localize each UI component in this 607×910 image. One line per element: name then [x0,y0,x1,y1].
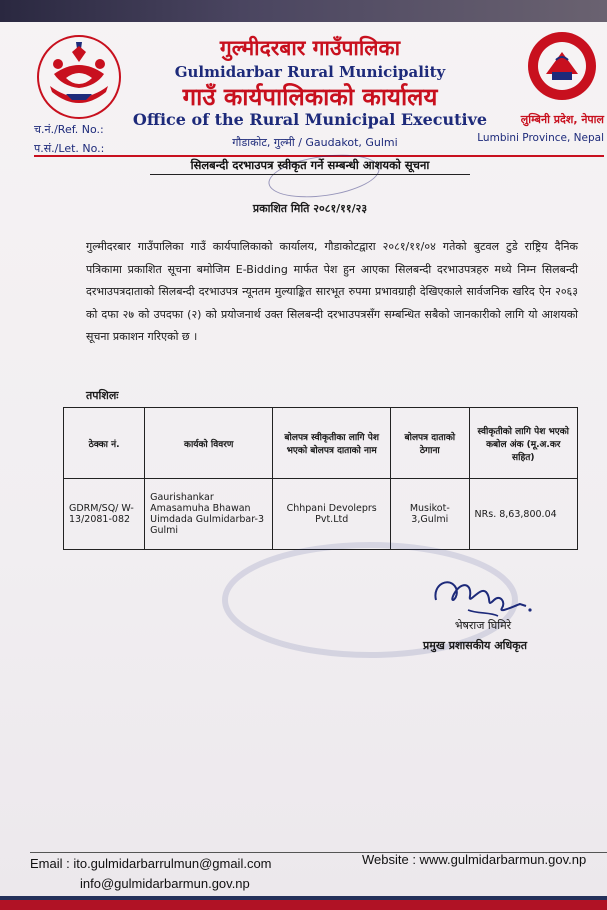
top-edge [0,0,607,22]
municipality-title-english: Gulmidarbar Rural Municipality [174,63,446,81]
footer-email-primary: Email : ito.gulmidarbarrulmun@gmail.com [30,856,272,871]
footer-website: Website : www.gulmidarbarmun.gov.np [362,852,587,867]
notice-subject: सिलबन्दी दरभाउपत्र स्वीकृत गर्ने सम्बन्धी आशयको सूचना [150,158,470,175]
cell-bidder-name: Chhpani Devoleprs Pvt.Ltd [273,479,391,550]
cell-work-description: Gaurishankar Amasamuha Bhawan Uimdada Gulmidarbar-3 Gulmi [145,479,273,550]
header-bid-amount: स्वीकृतीको लागि पेश भएको कबोल अंक (मू.अ.कर सहित) [469,408,577,479]
office-address: गौडाकोट, गुल्मी / Gaudakot, Gulmi [232,136,398,149]
header-work-description: कार्यको विवरण [145,408,273,479]
ref-number-label: च.नं./Ref. No.: [34,123,104,136]
cell-bidder-address: Musikot-3,Gulmi [391,479,470,550]
bottom-edge [0,896,607,910]
province-nepali: लुम्बिनी प्रदेश, नेपाल [520,113,604,126]
signatory-title: प्रमुख प्रशासकीय अधिकृत [423,639,527,652]
footer-email-secondary: info@gulmidarbarmun.gov.np [80,876,250,891]
published-date: प्रकाशित मिति २०८१/११/२३ [252,202,368,215]
office-title-english: Office of the Rural Municipal Executive [132,110,488,129]
signatory-name: भेषराज घिमिरे [454,619,512,632]
cell-contract-no: GDRM/SQ/ W-13/2081-082 [64,479,145,550]
signature-mark [428,566,538,624]
details-label: तपशिलः [86,389,119,402]
province-english: Lumbini Province, Nepal [477,132,604,144]
table-row [64,479,578,550]
municipality-seal-icon [526,30,598,102]
municipality-title-nepali: गुल्मीदरबार गाउँपालिका [219,36,401,60]
table-header-row [64,408,578,479]
letter-number-label: प.सं./Let. No.: [34,142,105,155]
notice-body: गुल्मीदरबार गाउँपालिका गाउँ कार्यपालिकाको कार्यालय, गौडाकोटद्वारा २०८१/११/०४ गतेको बुटवल टुडे राष्ट्रिय दैनिक पत्रिकामा प्रकाशित सूचना बमोजिम E-Bidding मार्फत पेश हुन आएका सिलबन्दी दरभाउपत्रहरु मध्ये निम्न सिलबन्दी दरभाउपत्रदाताको सिलबन्दी दरभाउपत्र न्यूनतम मुल्याङ्कित सारभूत रुपमा प्रभावग्राही देखिएकाले सार्वजनिक खरिद ऐन २०६३ को दफा २७ को उपदफा (२) को प्रयोजनार्थ उक्त सिलबन्दी दरभाउपत्रसँग सम्बन्धित सबैको जानकारीको लागि यो आशयको सूचना प्रकाशन गरिएको छ । [86,240,578,343]
header-bidder-name: बोलपत्र स्वीकृतीका लागि पेश भएको बोलपत्र दाताको नाम [273,408,391,479]
header-bidder-address: बोलपत्र दाताको ठेगाना [391,408,470,479]
header-contract-no: ठेक्का नं. [64,408,145,479]
cell-bid-amount: NRs. 8,63,800.04 [469,479,577,550]
bid-award-table [63,407,578,550]
office-title-nepali: गाउँ कार्यपालिकाको कार्यालय [182,83,438,111]
